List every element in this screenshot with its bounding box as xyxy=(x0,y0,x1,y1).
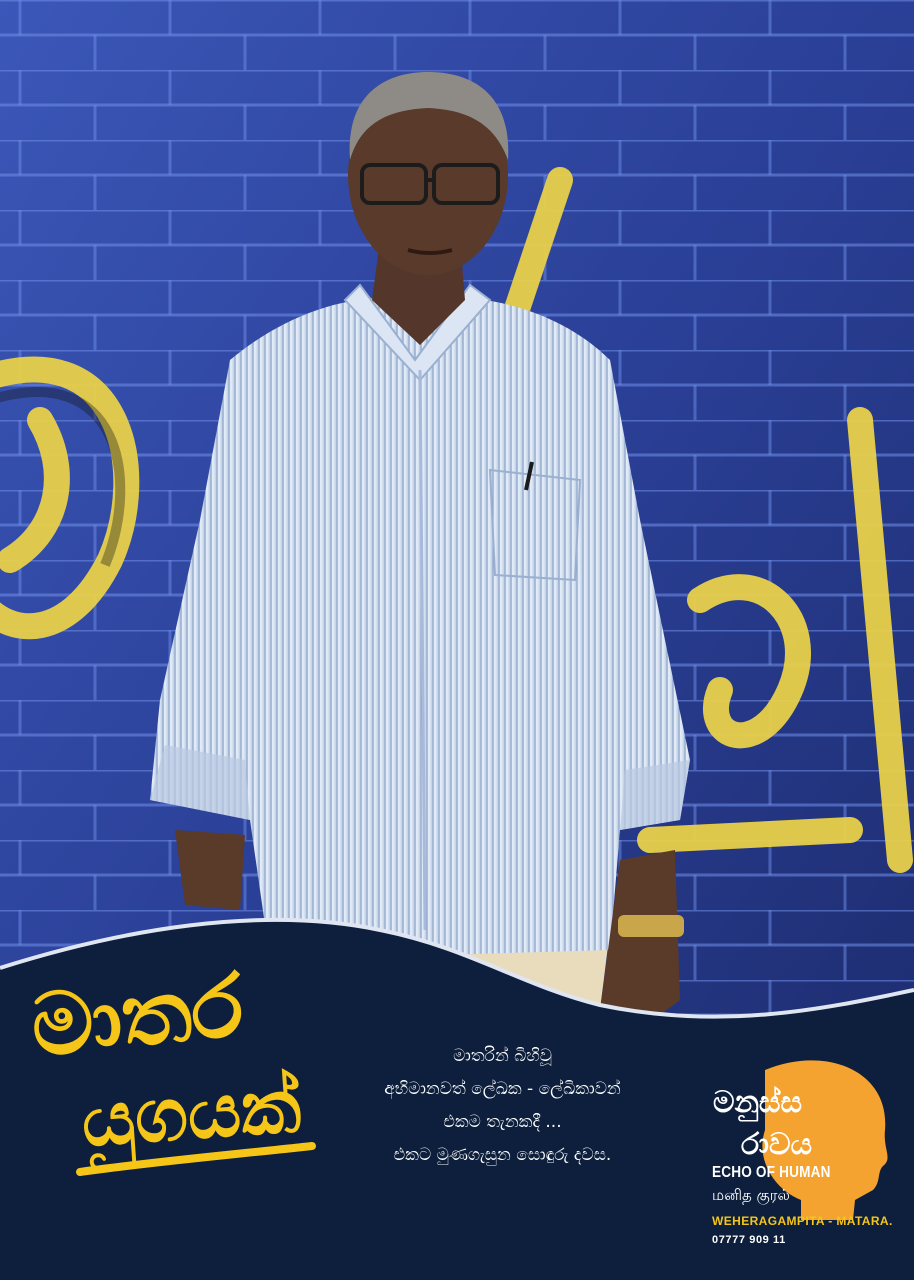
org-logo-text-line1: මනුස්ස xyxy=(713,1085,803,1120)
tagline-line-1: මාතරින් බිහිවූ xyxy=(453,1046,552,1066)
tagline-line-3: එකම තැනකදී ... xyxy=(443,1112,562,1132)
event-title-line2: යුගයක් xyxy=(78,1063,304,1165)
org-phone: 07777 909 11 xyxy=(712,1234,786,1246)
event-title-logo xyxy=(20,950,330,1180)
event-title-line1: මාතර xyxy=(26,955,248,1078)
tagline-line-4: එකට මුණගැසුන සොඳුරු දවස. xyxy=(393,1145,612,1165)
org-name-tamil: மனித குரல் xyxy=(712,1186,790,1204)
org-logo-text-line2: රාවය xyxy=(741,1127,813,1162)
org-address: WEHERAGAMPITA - MATARA. xyxy=(712,1214,893,1228)
org-name-english: ECHO OF HUMAN xyxy=(712,1164,831,1181)
tagline-line-2: අභිමානවත් ලේඛක - ලේඛිකාවන් xyxy=(384,1079,621,1099)
tagline xyxy=(330,1040,675,1172)
